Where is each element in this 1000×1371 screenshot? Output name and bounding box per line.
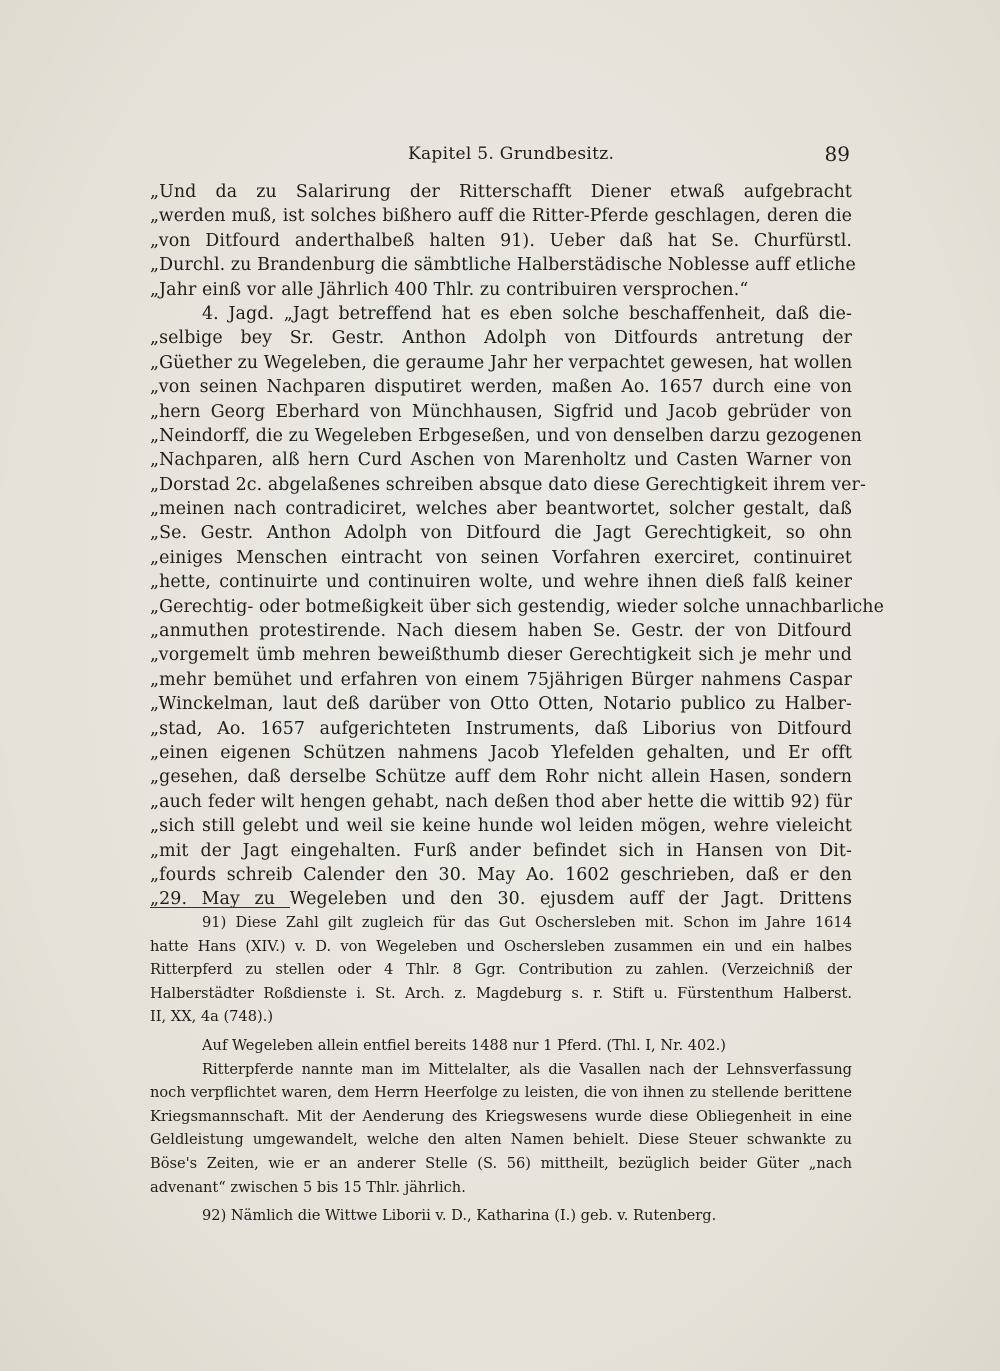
- text-line: „Winckelman, laut deß darüber von Otto Otten, Notario publico zu Halber-: [150, 694, 852, 715]
- text-line: „mehr bemühet und erfahren von einem 75jährigen Bürger nahmens Caspar: [150, 669, 852, 690]
- text-line: „stad, Ao. 1657 aufgerichteten Instruments, daß Liborius von Ditfourd: [150, 718, 852, 739]
- text-line: „vorgemelt ümb mehren beweißthumb dieser Gerechtigkeit sich je mehr und: [150, 645, 852, 666]
- text-line: „mit der Jagt eingehalten. Furß ander befindet sich in Hansen von Dit-: [150, 840, 852, 861]
- footnotes: [150, 911, 852, 1228]
- text-line: „hern Georg Eberhard von Münchhausen, Sigfrid und Jacob gebrüder von: [150, 401, 852, 422]
- text-line: „von Ditfourd anderthalbeß halten 91). Ueber daß hat Se. Churfürstl.: [150, 230, 852, 251]
- footnote-line: Ritterpferde nannte man im Mittelalter, als die Vasallen nach der Lehnsverfassung: [202, 1060, 852, 1078]
- running-title: Kapitel 5. Grundbesitz.: [408, 144, 615, 164]
- footnote-line: Kriegsmannschaft. Mit der Aenderung des Kriegswesens wurde diese Obliegenheit in eine: [150, 1107, 852, 1125]
- text-line: „von seinen Nachparen disputiret werden, maßen Ao. 1657 durch eine von: [150, 377, 852, 398]
- text-line: „Güether zu Wegeleben, die geraume Jahr her verpachtet gewesen, hat wollen: [150, 352, 853, 373]
- text-line: „Dorstad 2c. abgelaßenes schreiben absque dato diese Gerechtigkeit ihrem ver-: [150, 474, 866, 495]
- text-line: „gesehen, daß derselbe Schütze auff dem Rohr nicht allein Hasen, sondern: [150, 767, 852, 788]
- text-line: „hette, continuirte und continuiren wolte, und wehre ihnen dieß falß keiner: [150, 572, 852, 593]
- footnote-line: Geldleistung umgewandelt, welche den alten Namen behielt. Diese Steuer schwankte zu: [150, 1131, 852, 1149]
- text-line: „auch feder wilt hengen gehabt, nach deßen thod aber hette die wittib 92) für: [150, 791, 852, 812]
- footnote-line: 91) Diese Zahl gilt zugleich für das Gut Oschersleben mit. Schon im Jahre 1614: [202, 914, 852, 931]
- footnote-line: hatte Hans (XIV.) v. D. von Wegeleben und Oschersleben zusammen ein und ein halbes: [150, 937, 852, 955]
- text-line: „einiges Menschen eintracht von seinen Vorfahren exerciret, continuiret: [150, 547, 852, 568]
- text-line: „Jahr einß vor alle Jährlich 400 Thlr. zu contribuiren versprochen.“: [150, 279, 749, 300]
- footnote-line: Halberstädter Roßdienste i. St. Arch. z. Magdeburg s. r. Stift u. Fürstenthum Halberst.: [150, 984, 852, 1002]
- text-line: „sich still gelebt und weil sie keine hunde wol leiden mögen, wehre vieleicht: [150, 816, 852, 837]
- text-line: „fourds schreib Calender den 30. May Ao. 1602 geschrieben, daß er den: [150, 864, 852, 885]
- text-line: „Nachparen, alß hern Curd Aschen von Marenholtz und Casten Warner von: [150, 450, 852, 471]
- text-line: „Se. Gestr. Anthon Adolph von Ditfourd die Jagt Gerechtigkeit, so ohn: [150, 523, 852, 544]
- footnote-divider: [150, 907, 290, 908]
- text-line: „einen eigenen Schützen nahmens Jacob Ylefelden gehalten, und Er offt: [150, 742, 852, 763]
- page-number: 89: [824, 142, 850, 166]
- section-heading-line: 4. Jagd. „Jagt betreffend hat es eben solche beschaffenheit, daß die-: [202, 303, 852, 324]
- footnote-line: advenant“ zwischen 5 bis 15 Thlr. jährlich.: [150, 1178, 466, 1196]
- text-line: „meinen nach contradiciret, welches aber beantwortet, solcher gestalt, daß: [150, 499, 852, 520]
- text-line: „29. May zu Wegeleben und den 30. ejusdem auff der Jagt. Drittens: [150, 889, 852, 910]
- page-header: [150, 140, 852, 170]
- text-line: „Neindorff, die zu Wegeleben Erbgeseßen, und von denselben darzu gezogenen: [150, 425, 862, 446]
- footnote-line: 92) Nämlich die Wittwe Liborii v. D., Katharina (I.) geb. v. Rutenberg.: [202, 1207, 717, 1225]
- footnote-line: Auf Wegeleben allein entfiel bereits 1488 nur 1 Pferd. (Thl. I, Nr. 402.): [202, 1036, 726, 1054]
- main-text: [150, 180, 884, 912]
- footnote-line: II, XX, 4a (748).): [150, 1008, 274, 1026]
- text-line: „anmuthen protestirende. Nach diesem haben Se. Gestr. der von Ditfourd: [150, 621, 852, 642]
- text-line: „Und da zu Salarirung der Ritterschafft Diener etwaß aufgebracht: [150, 182, 852, 202]
- text-line: „Gerechtig- oder botmeßigkeit über sich gestendig, wieder solche unnachbarliche: [150, 596, 884, 617]
- text-line: „werden muß, ist solches bißhero auff die Ritter-Pferde geschlagen, deren die: [150, 206, 852, 227]
- text-line: „Durchl. zu Brandenburg die sämbtliche Halberstädische Noblesse auff etliche: [150, 255, 856, 276]
- footnote-line: noch verpflichtet waren, dem Herrn Heerfolge zu leisten, die von ihnen zu stellende berittene: [150, 1084, 852, 1102]
- text-line: „selbige bey Sr. Gestr. Anthon Adolph von Ditfourds antretung der: [150, 328, 852, 349]
- footnote-line: Ritterpferd zu stellen oder 4 Thlr. 8 Ggr. Contribution zu zahlen. (Verzeichniß der: [150, 961, 852, 979]
- footnote-line: Böse's Zeiten, wie er an anderer Stelle (S. 56) mittheilt, bezüglich beider Güter „nach: [150, 1154, 852, 1172]
